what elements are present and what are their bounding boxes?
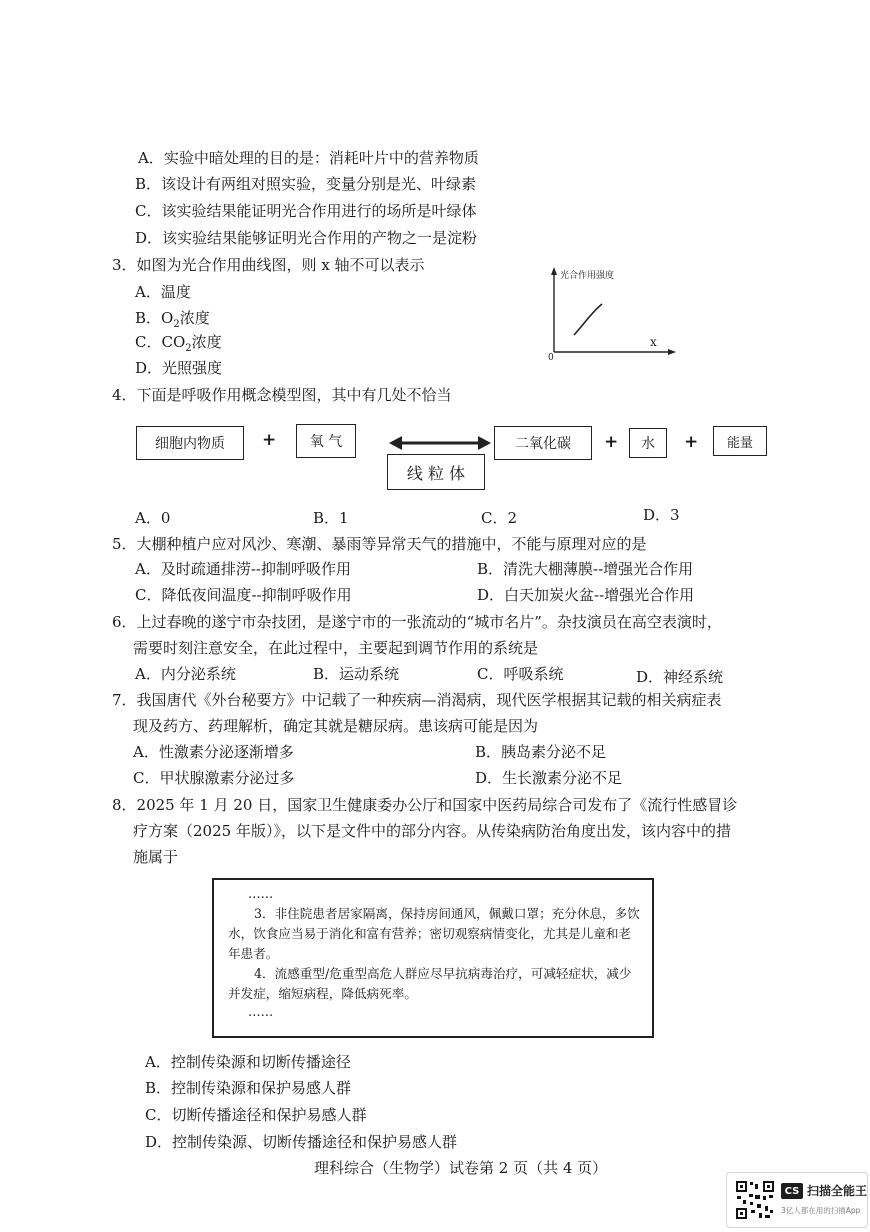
q7-stem-line2: 现及药方、药理解析，确定其就是糖尿病。患该病可能是因为	[133, 717, 539, 735]
q7-option-c: C．甲状腺激素分泌过多	[133, 769, 295, 787]
scanner-tagline: 3亿人都在用的扫描App	[781, 1206, 861, 1215]
q5-stem: 5．大棚种植户应对风沙、寒潮、暴雨等异常天气的措施中，不能与原理对应的是	[112, 535, 647, 553]
q3-option-c: C．$CO_2$浓度	[135, 333, 222, 354]
q3-curve	[574, 304, 602, 335]
q4-option-b: B．1	[313, 509, 349, 527]
q8-stem-line1: 8．2025 年 1 月 20 日，国家卫生健康委办公厅和国家中医药局综合司发布了《流行性感冒诊	[112, 796, 738, 814]
q4-option-a: A．0	[135, 509, 171, 527]
q7-option-a: A．性激素分泌逐渐增多	[133, 743, 294, 761]
q6-option-c: C．呼吸系统	[477, 665, 564, 683]
q5-option-d: D．白天加炭火盆--增强光合作用	[477, 586, 695, 604]
q5-option-c: C．降低夜间温度--抑制呼吸作用	[135, 586, 352, 604]
q4-option-d: D．3	[643, 506, 680, 524]
q7-option-d: D．生长激素分泌不足	[475, 769, 623, 787]
q8-option-b: B．控制传染源和保护易感人群	[145, 1079, 352, 1097]
q2-option-b: B．该设计有两组对照实验，变量分别是光、叶绿素	[135, 175, 477, 193]
q4-box-oxygen: 氧 气	[296, 424, 356, 458]
q8-option-d: D．控制传染源、切断传播途径和保护易感人群	[145, 1133, 458, 1151]
q3-y-label: 光合作用强度	[560, 271, 615, 281]
q6-option-d: D．神经系统	[636, 668, 724, 686]
q4-plus-1: +	[262, 430, 277, 450]
cs-logo-icon: CS	[781, 1183, 803, 1199]
q3-option-b: B．$O_2$浓度	[135, 309, 210, 330]
q8-stem-line2: 疗方案（2025 年版）》，以下是文件中的部分内容。从传染病防治角度出发，该内容中的措	[133, 822, 731, 840]
q6-stem-line2: 需要时刻注意安全，在此过程中，主要起到调节作用的系统是	[133, 639, 539, 657]
q4-plus-2: +	[604, 432, 619, 452]
q8-notice-ellipsis-bottom: ……	[248, 1004, 274, 1019]
q8-option-a: A．控制传染源和切断传播途径	[145, 1053, 351, 1071]
q4-box-energy: 能量	[713, 426, 767, 456]
q6-stem-line1: 6．上过春晚的遂宁市杂技团，是遂宁市的一张流动的“城市名片”。杂技演员在高空表演时，	[112, 613, 722, 631]
q7-option-b: B．胰岛素分泌不足	[475, 743, 607, 761]
q4-box-water: 水	[629, 428, 667, 458]
q5-option-b: B．清洗大棚薄膜--增强光合作用	[477, 560, 694, 578]
q6-option-b: B．运动系统	[313, 665, 400, 683]
q3-option-d: D．光照强度	[135, 359, 223, 377]
q3-origin-label: 0	[548, 353, 554, 362]
q2-option-a: A．实验中暗处理的目的是：消耗叶片中的营养物质	[138, 149, 479, 167]
q6-option-a: A．内分泌系统	[135, 665, 236, 683]
scanner-app-name: 扫描全能王	[807, 1184, 868, 1198]
q3-x-label: x	[650, 335, 657, 349]
q8-stem-line3: 施属于	[133, 848, 179, 866]
q8-notice-item-4: 4．流感重型/危重型高危人群应尽早抗病毒治疗，可减轻症状，减少并发症，缩短病程，降低病死率。	[228, 966, 632, 1001]
q3-option-a: A．温度	[135, 283, 191, 301]
q4-double-arrow	[388, 432, 492, 454]
q8-notice-ellipsis-top: ……	[248, 886, 274, 901]
q3-stem: 3．如图为光合作用曲线图，则 x 轴不可以表示	[112, 256, 425, 274]
q3-graph	[540, 262, 680, 362]
page-footer: 理科综合（生物学）试卷第 2 页（共 4 页）	[314, 1159, 608, 1177]
q8-option-c: C．切断传播途径和保护易感人群	[145, 1106, 367, 1124]
q8-notice-box	[212, 878, 654, 1038]
q8-notice-item-3: 3．非住院患者居家隔离，保持房间通风，佩戴口罩；充分休息，多饮水，饮食应当易于消化和富有营养；密切观察病情变化，尤其是儿童和老年患者。	[228, 906, 640, 961]
qr-code-icon	[735, 1180, 775, 1220]
q4-box-co2: 二氧化碳	[494, 426, 592, 460]
q4-box-cell-substance: 细胞内物质	[136, 426, 244, 460]
q4-stem: 4．下面是呼吸作用概念模型图，其中有几处不恰当	[112, 386, 452, 404]
q4-option-c: C．2	[481, 509, 518, 527]
q5-option-a: A．及时疏通排涝--抑制呼吸作用	[135, 560, 351, 578]
q4-box-mitochondria: 线 粒 体	[387, 454, 485, 490]
q4-plus-3: +	[684, 432, 699, 452]
scanner-badge	[726, 1172, 868, 1228]
q2-option-d: D．该实验结果能够证明光合作用的产物之一是淀粉	[135, 229, 478, 247]
q7-stem-line1: 7．我国唐代《外台秘要方》中记载了一种疾病—消渴病，现代医学根据其记载的相关病症表	[112, 691, 722, 709]
q2-option-c: C．该实验结果能证明光合作用进行的场所是叶绿体	[135, 202, 477, 220]
